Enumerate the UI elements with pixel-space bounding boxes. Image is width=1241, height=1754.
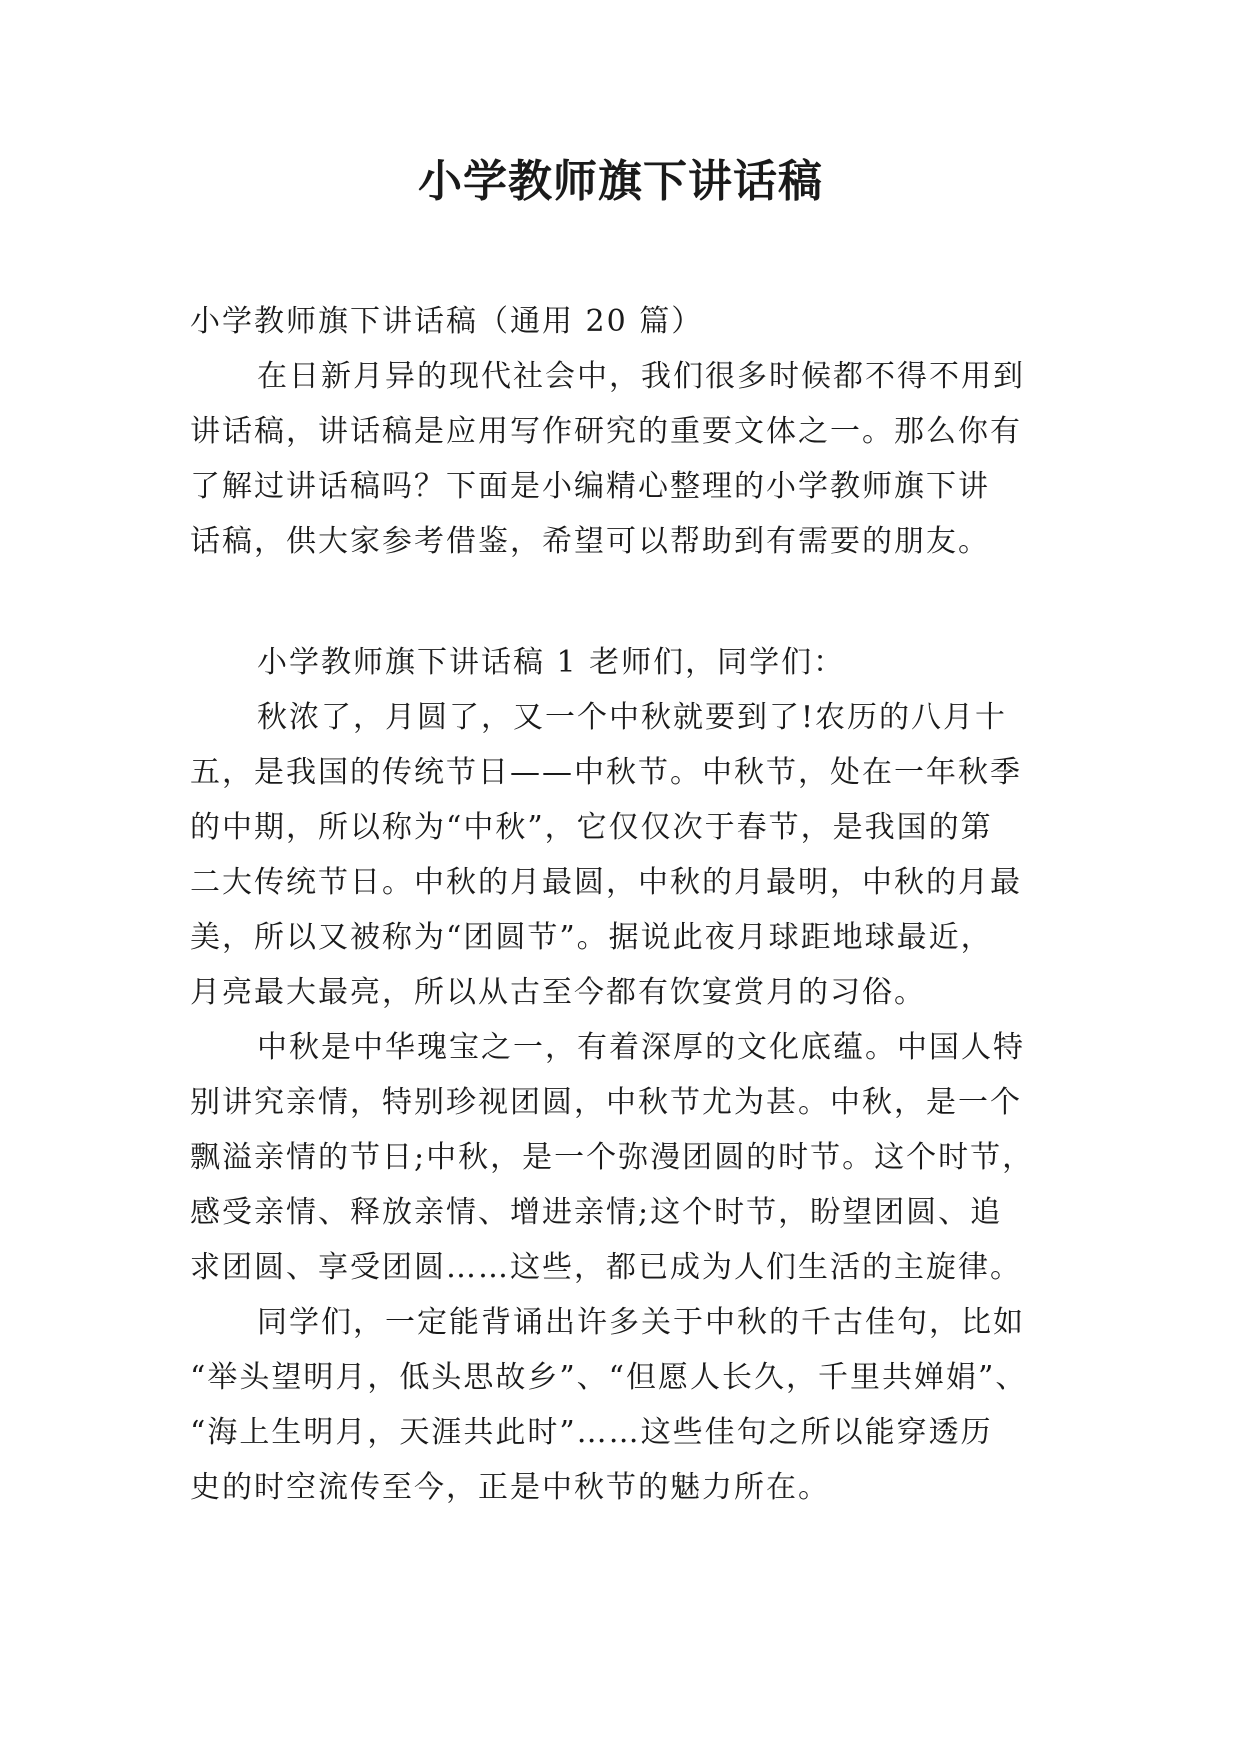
paragraph-line: 美，所以又被称为“团圆节”。据说此夜月球距地球最近， — [190, 920, 993, 955]
intro-line: 讲话稿，讲话稿是应用写作研究的重要文体之一。那么你有 — [190, 414, 1022, 449]
paragraph-line: 五，是我国的传统节日——中秋节。中秋节，处在一年秋季 — [190, 755, 1022, 790]
paragraph-line: 秋浓了，月圆了，又一个中秋就要到了!农历的八月十 — [257, 700, 1008, 735]
paragraph-line: 别讲究亲情，特别珍视团圆，中秋节尤为甚。中秋，是一个 — [190, 1085, 1022, 1120]
paragraph-line: 求团圆、享受团圆……这些，都已成为人们生活的主旋律。 — [190, 1250, 1022, 1285]
paragraph-line: “举头望明月，低头思故乡”、“但愿人长久，千里共婵娟”、 — [190, 1360, 1028, 1395]
intro-line: 话稿，供大家参考借鉴，希望可以帮助到有需要的朋友。 — [190, 524, 990, 559]
paragraph-line: 月亮最大最亮，所以从古至今都有饮宴赏月的习俗。 — [190, 975, 926, 1010]
paragraph-line: 感受亲情、释放亲情、增进亲情;这个时节，盼望团圆、追 — [190, 1195, 1003, 1230]
paragraph-line: 中秋是中华瑰宝之一，有着深厚的文化底蕴。中国人特 — [257, 1030, 1025, 1065]
document-subtitle: 小学教师旗下讲话稿（通用 20 篇） — [190, 304, 704, 339]
paragraph-line: “海上生明月，天涯共此时”……这些佳句之所以能穿透历 — [190, 1415, 993, 1450]
intro-line: 了解过讲话稿吗？下面是小编精心整理的小学教师旗下讲 — [190, 469, 990, 504]
paragraph-line: 二大传统节日。中秋的月最圆，中秋的月最明，中秋的月最 — [190, 865, 1022, 900]
section-heading: 小学教师旗下讲话稿 1 老师们，同学们： — [257, 645, 846, 680]
paragraph-line: 史的时空流传至今，正是中秋节的魅力所在。 — [190, 1470, 830, 1505]
paragraph-line: 飘溢亲情的节日;中秋，是一个弥漫团圆的时节。这个时节， — [190, 1140, 1035, 1175]
intro-line: 在日新月异的现代社会中，我们很多时候都不得不用到 — [257, 359, 1025, 394]
paragraph-line: 同学们，一定能背诵出许多关于中秋的千古佳句，比如 — [257, 1305, 1025, 1340]
paragraph-line: 的中期，所以称为“中秋”，它仅仅次于春节，是我国的第 — [190, 810, 993, 845]
document-title: 小学教师旗下讲话稿 — [418, 156, 823, 207]
